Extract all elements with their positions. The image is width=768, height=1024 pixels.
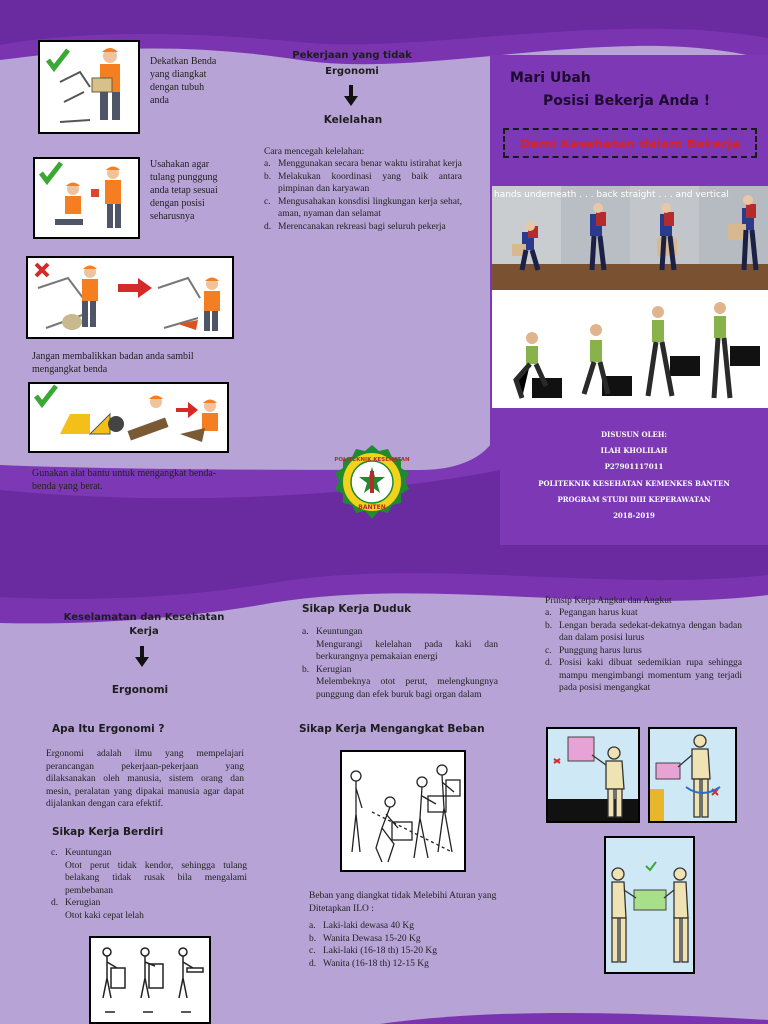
standing-posture-list	[51, 847, 247, 922]
credit-nim: P27901117011	[604, 462, 664, 471]
illustration-straight-back	[33, 157, 140, 239]
list-item: c. Laki-laki (16-18 th) 15-20 Kg	[309, 946, 437, 956]
lifting-principles-list	[545, 607, 742, 695]
list-item: d. Wanita (16-18 th) 12-15 Kg	[309, 958, 429, 969]
front-middle-title: Pekerjaan yang tidak Ergonomi	[292, 50, 412, 77]
illustration-standing-workers	[89, 936, 211, 1024]
lifting-principles-title: Prinsip Kerja Angkat dan Angkut	[545, 596, 672, 606]
illustration-use-lifting-aid	[28, 382, 229, 453]
step3-text: Jangan membalikkan badan anda sambil mengangkat benda	[32, 351, 194, 375]
step2-text: Usahakan agar tulang punggung anda tetap sesuai dengan posisi seharusnya	[150, 159, 218, 222]
illustration-lifting-sequence	[340, 750, 466, 872]
lifting-photo-strip-woman	[492, 290, 768, 408]
illustration-no-twisting	[26, 256, 234, 339]
list-item: a. Pegangan harus kuat	[545, 608, 638, 618]
credit-name: ILAH KHOLILAH	[600, 446, 668, 455]
list-item: b. Wanita Dewasa 15-20 Kg	[309, 933, 421, 944]
ilo-weight-list	[309, 920, 499, 970]
what-is-ergonomics-title: Apa Itu Ergonomi ?	[52, 723, 165, 735]
lifting-photo-strip-man	[492, 186, 768, 290]
cover-headline-2: Posisi Bekerja Anda !	[543, 93, 711, 109]
list-item: c. Punggung harus lurus	[545, 645, 642, 656]
lifting-posture-title: Sikap Kerja Mengangkat Beban	[299, 723, 485, 735]
list-item: d. Merencanakan rekreasi bagi seluruh pekerja	[264, 221, 446, 232]
standing-posture-title: Sikap Kerja Berdiri	[52, 826, 164, 838]
cover-headline-1: Mari Ubah	[510, 70, 591, 86]
front-middle-subtitle: Kelelahan	[323, 114, 383, 126]
list-item: a. Menggunakan secara benar waktu istirahat kerja	[264, 159, 462, 169]
polytechnic-seal-logo	[331, 443, 413, 525]
list-item: d. Kerugian Otot kaki cepat lelah	[51, 898, 144, 921]
cover-tagline-box	[503, 128, 757, 158]
sitting-posture-title: Sikap Kerja Duduk	[302, 603, 412, 615]
illustration-bring-object-close	[38, 40, 140, 134]
ilo-intro: Beban yang diangkat tidak Melebihi Aturan yang Ditetapkan ILO :	[309, 891, 497, 914]
fatigue-intro: Cara mencegah kelelahan:	[264, 147, 365, 157]
list-item: c. Mengusahakan konsdisi lingkungan kerja sehat, aman, nyaman dan selamat	[264, 196, 462, 219]
back-left-title: Keselamatan dan Kesehatan Kerja	[63, 612, 225, 637]
credit-year: 2018-2019	[613, 511, 655, 520]
illustration-team-lift	[604, 836, 695, 974]
credit-program: PROGRAM STUDI DIII KEPERAWATAN	[557, 495, 711, 504]
illustration-carry-high	[546, 727, 640, 823]
ergonomics-definition: Ergonomi adalah ilmu yang mempelajari perancangan pekerjaan-pekerjaan yang dilaksanakan oleh manusia, sistem orang dan mesin, peralatan yang dipakai manusia agar dapat dijalankan dengan cara efektif.	[46, 749, 244, 809]
list-item: b. Melakukan koordinasi yang baik antara pimpinan dan karyawan	[264, 171, 462, 194]
cover-tagline: Demi Kesehatan dalam Bekerja	[519, 135, 741, 151]
fatigue-prevention-list	[264, 158, 462, 233]
sitting-posture-list	[302, 626, 498, 701]
list-item: a. Keuntungan Mengurangi kelelahan pada kaki dan berkurangnya pemakaian energi	[302, 627, 498, 662]
list-item: b. Lengan berada sedekat-dekatnya dengan badan dan dalam posisi lurus	[545, 620, 742, 643]
illustration-carry-twist	[648, 727, 737, 823]
seal-text-bottom: BANTEN	[358, 504, 386, 511]
credit-by-label: DISUSUN OLEH:	[600, 430, 668, 439]
arrow-down-icon	[135, 646, 149, 668]
back-left-subtitle: Ergonomi	[111, 684, 169, 696]
list-item: d. Posisi kaki dibuat sedemikian rupa sehingga mampu mengimbangi momentum yang terjadi pada posisi mengangkat	[545, 658, 742, 693]
arrow-down-icon	[344, 85, 358, 107]
credit-institution: POLITEKNIK KESEHATAN KEMENKES BANTEN	[538, 479, 730, 488]
list-item: a. Laki-laki dewasa 40 Kg	[309, 921, 415, 931]
step4-text: Gunakan alat bantu untuk mengangkat benda-benda yang berat.	[32, 468, 217, 492]
list-item: b. Kerugian Melembeknya otot perut, melengkungnya punggung dan efek buruk bagi organ dalam	[302, 664, 498, 700]
step1-text: Dekatkan Benda yang diangkat dengan tubuh anda	[150, 56, 217, 106]
photo-caption: hands underneath . . . back straight . . . and vertical	[494, 190, 729, 200]
list-item: c. Keuntungan Otot perut tidak kendor, sehingga tulang belakang tidak rusak bila mengalami pembebanan	[51, 848, 247, 896]
seal-text-top: POLITEKNIK KESEHATAN	[334, 457, 410, 463]
